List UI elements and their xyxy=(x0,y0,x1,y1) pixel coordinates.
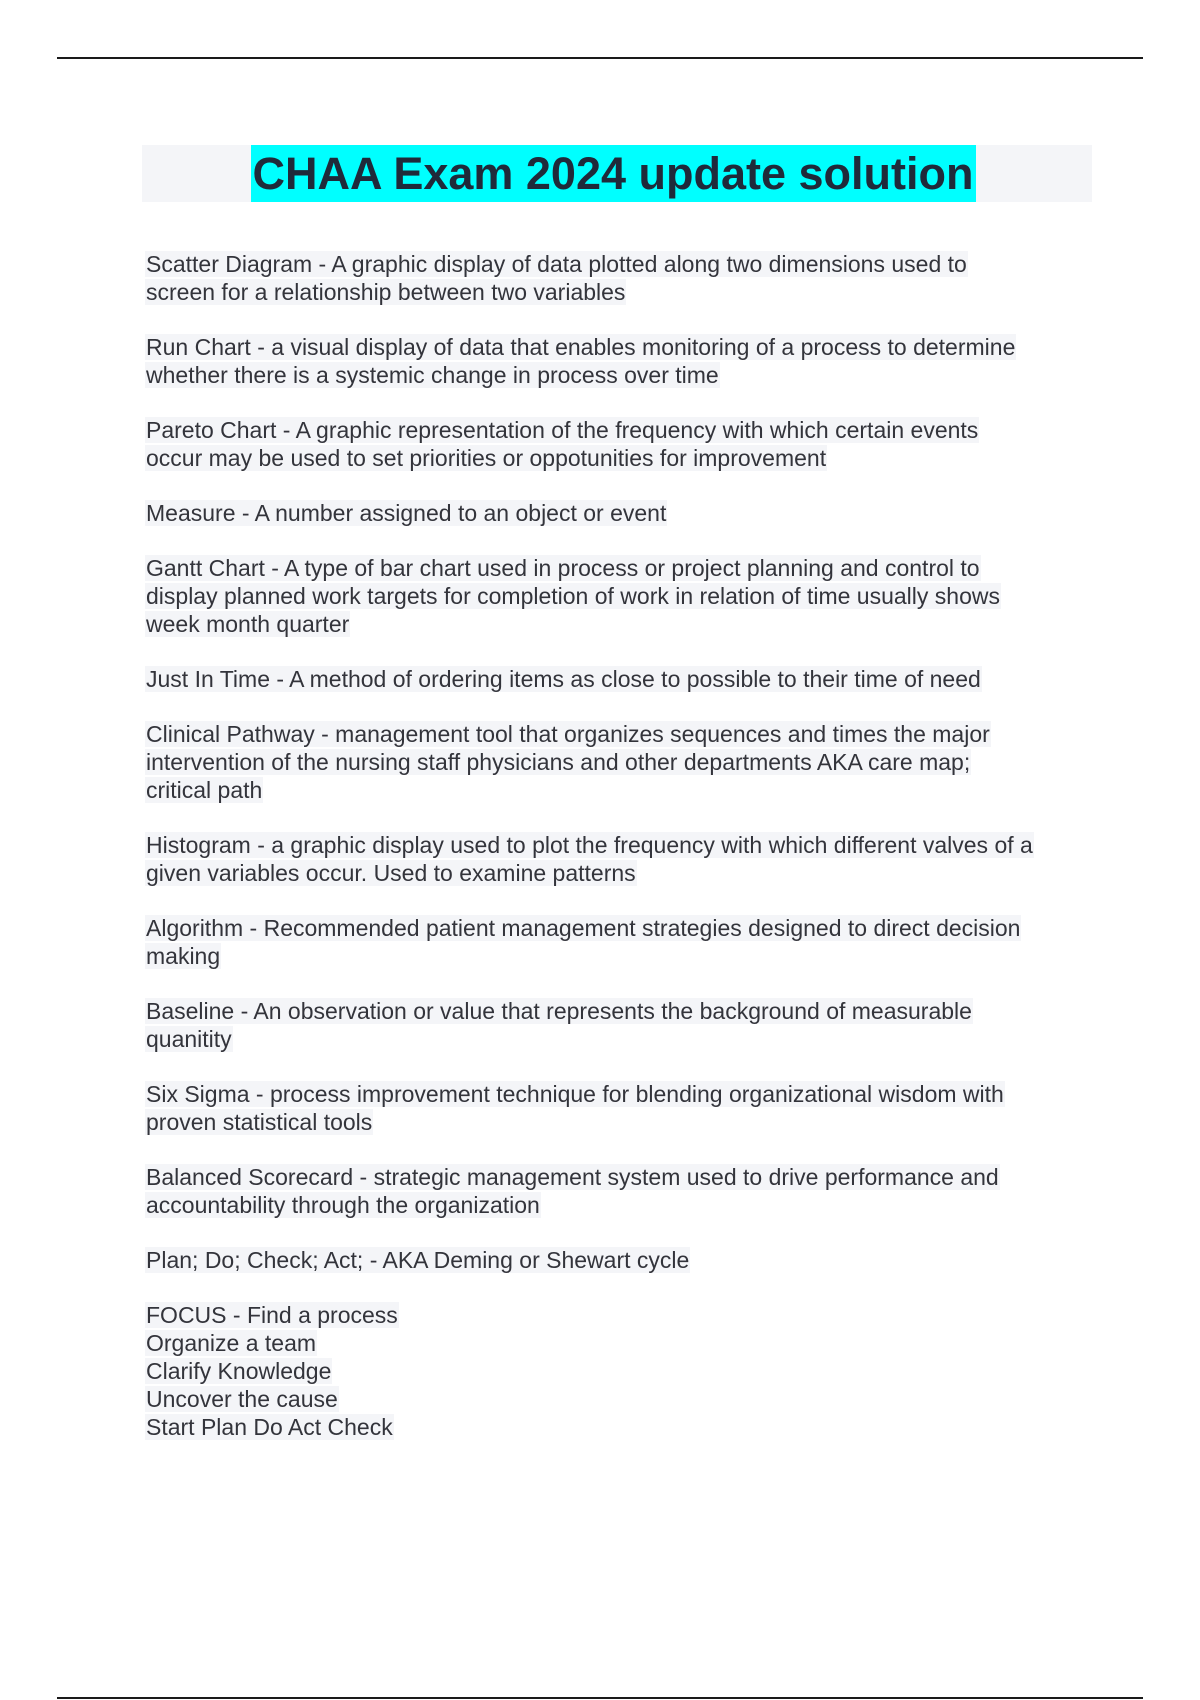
entry-line: FOCUS - Find a process xyxy=(146,1302,398,1328)
entry-line: Clarify Knowledge xyxy=(146,1358,332,1384)
entry-line: Histogram - a graphic display used to plot the frequency with which different valves of a xyxy=(146,832,1033,858)
entry-line: Uncover the cause xyxy=(146,1386,338,1412)
entry-line: quanitity xyxy=(146,1026,232,1052)
document-body xyxy=(145,250,1095,1468)
entry-just-in-time xyxy=(145,665,1095,693)
entry-line: proven statistical tools xyxy=(146,1109,373,1135)
entry-six-sigma xyxy=(145,1080,1095,1136)
entry-line: Just In Time - A method of ordering items as close to possible to their time of need xyxy=(146,666,981,692)
entry-measure xyxy=(145,499,1095,527)
entry-clinical-pathway xyxy=(145,720,1095,804)
entry-line: Baseline - An observation or value that represents the background of measurable xyxy=(146,998,972,1024)
entry-line: display planned work targets for completion of work in relation of time usually shows xyxy=(146,583,1000,609)
entry-line: Run Chart - a visual display of data that enables monitoring of a process to determine xyxy=(146,334,1016,360)
entry-line: Pareto Chart - A graphic representation of the frequency with which certain events xyxy=(146,417,979,443)
entry-algorithm xyxy=(145,914,1095,970)
entry-line: Plan; Do; Check; Act; - AKA Deming or Shewart cycle xyxy=(146,1247,690,1273)
entry-pdca xyxy=(145,1246,1095,1274)
entry-line: screen for a relationship between two variables xyxy=(146,279,626,305)
entry-line: Organize a team xyxy=(146,1330,317,1356)
entry-line: Scatter Diagram - A graphic display of data plotted along two dimensions used to xyxy=(146,251,967,277)
entry-line: week month quarter xyxy=(146,611,350,637)
title-band xyxy=(142,145,1092,202)
entry-line: Algorithm - Recommended patient management strategies designed to direct decision xyxy=(146,915,1021,941)
entry-line: making xyxy=(146,943,221,969)
entry-scatter-diagram xyxy=(145,250,1095,306)
top-rule xyxy=(57,57,1143,59)
entry-line: Measure - A number assigned to an object or event xyxy=(146,500,667,526)
entry-line: Clinical Pathway - management tool that organizes sequences and times the major xyxy=(146,721,990,747)
entry-line: occur may be used to set priorities or oppotunities for improvement xyxy=(146,445,827,471)
entry-line: Balanced Scorecard - strategic management system used to drive performance and xyxy=(146,1164,999,1190)
entry-line: Six Sigma - process improvement technique for blending organizational wisdom with xyxy=(146,1081,1004,1107)
entry-balanced-scorecard xyxy=(145,1163,1095,1219)
entry-histogram xyxy=(145,831,1095,887)
entry-line: Gantt Chart - A type of bar chart used in process or project planning and control to xyxy=(146,555,980,581)
bottom-rule xyxy=(57,1697,1143,1699)
entry-focus xyxy=(145,1301,1095,1441)
document-title: CHAA Exam 2024 update solution xyxy=(251,145,976,202)
entry-line: accountability through the organization xyxy=(146,1192,540,1218)
entry-line: Start Plan Do Act Check xyxy=(146,1414,393,1440)
entry-run-chart xyxy=(145,333,1095,389)
entry-baseline xyxy=(145,997,1095,1053)
entry-pareto-chart xyxy=(145,416,1095,472)
entry-line: critical path xyxy=(146,777,263,803)
entry-line: intervention of the nursing staff physicians and other departments AKA care map; xyxy=(146,749,971,775)
entry-gantt-chart xyxy=(145,554,1095,638)
entry-line: given variables occur. Used to examine patterns xyxy=(146,860,636,886)
entry-line: whether there is a systemic change in process over time xyxy=(146,362,719,388)
